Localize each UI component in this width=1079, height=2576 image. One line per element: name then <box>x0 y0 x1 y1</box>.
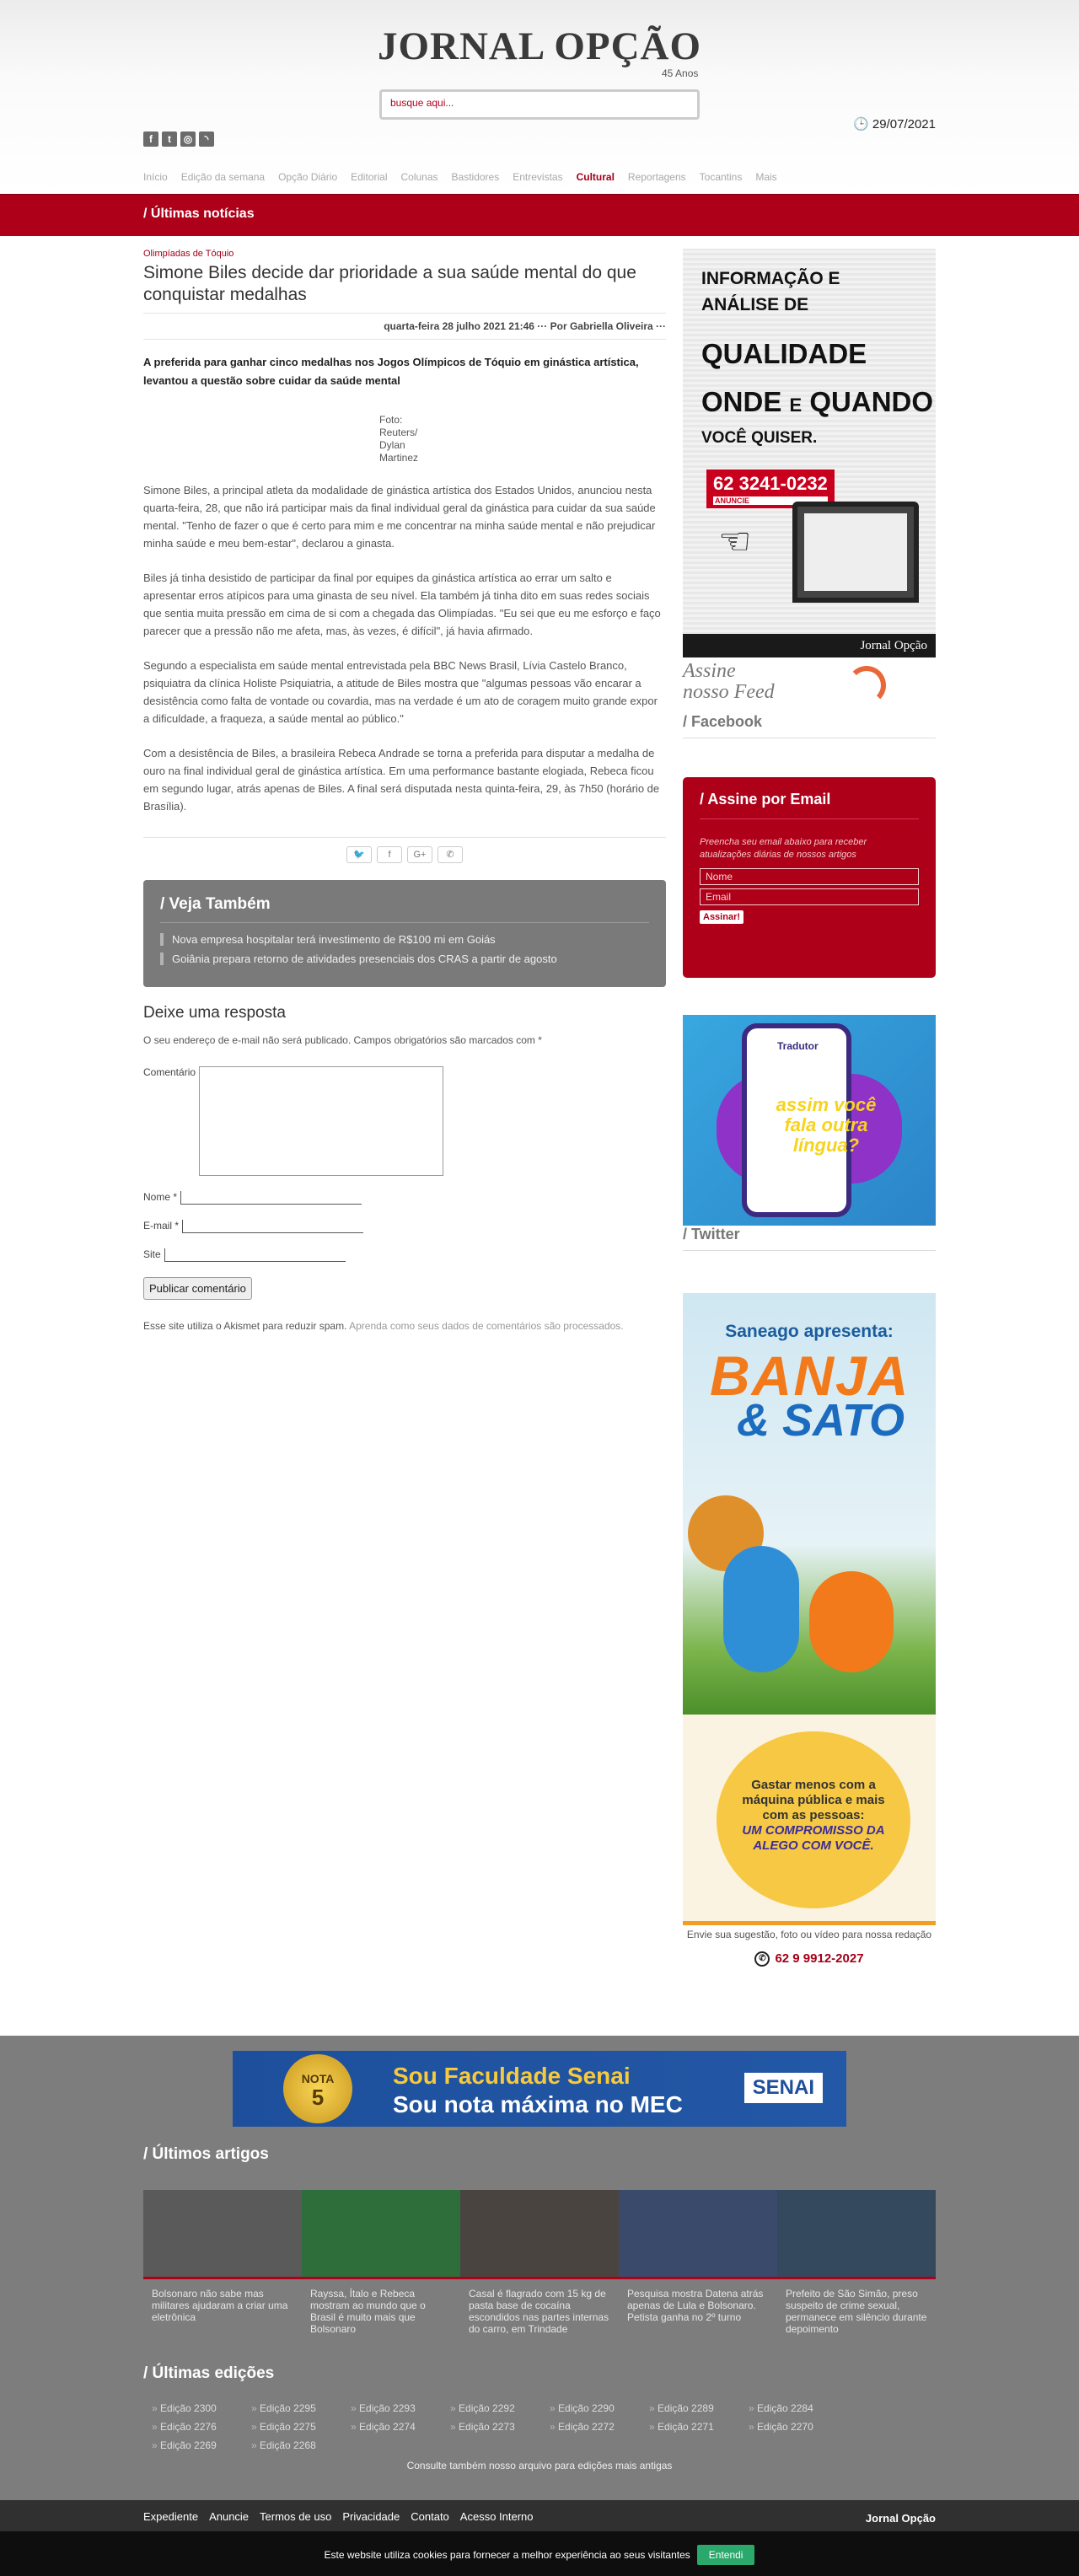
article-lead: A preferida para ganhar cinco medalhas nos Jogos Olímpicos de Tóquio em ginástica artística, levantou a questão sobre cuidar da saúde mental <box>143 356 639 387</box>
paragraph: Biles já tinha desistido de participar da final por equipes da ginástica artística ao errar um salto e apresentar erros atípicos para uma ginasta de seu nível. Ela também já tinha dito em suas redes sociais que sentia muita pressão em cima de si com a chegada das Olimpíadas. "Eu sei que eu me esforço e faço parecer que a pressão não me afeta, mas, às vezes, é difícil", já havia afirmado. <box>143 572 661 637</box>
archive-link[interactable]: Consulte também nosso arquivo para edições mais antigas <box>406 2460 673 2471</box>
edicao-link[interactable]: » Edição 2295 <box>251 2402 351 2414</box>
rss-icon <box>847 666 886 705</box>
edicao-link[interactable]: » Edição 2276 <box>152 2421 251 2433</box>
edicao-link[interactable]: » Edição 2274 <box>351 2421 450 2433</box>
article-card[interactable] <box>460 2190 619 2343</box>
email-input[interactable] <box>182 1220 363 1233</box>
comment-label: Comentário <box>143 1066 196 1078</box>
edicao-link[interactable]: » Edição 2271 <box>649 2421 749 2433</box>
article-caption: Prefeito de São Simão, preso suspeito de crime sexual, permanece em silêncio durante depoimento <box>786 2288 927 2335</box>
ad-tradutor[interactable]: Tradutor assim você fala outra língua? <box>683 1015 936 1226</box>
related-link[interactable]: Nova empresa hospitalar terá investimento de R$100 mi em Goiás <box>160 933 649 946</box>
edicao-link[interactable]: » Edição 2289 <box>649 2402 749 2414</box>
article-thumbnail <box>302 2190 460 2279</box>
name-label: Nome * <box>143 1191 178 1203</box>
nav-item[interactable]: Mais <box>755 171 777 183</box>
ultimas-edicoes-title: / Últimas edições <box>143 2364 275 2382</box>
rss-icon[interactable]: ◝ <box>199 131 214 147</box>
paragraph: Com a desistência de Biles, a brasileira Rebeca Andrade se torna a preferida para disputar a medalha de ouro na final individual geral de ginástica artística. Em uma performance bastante elogiada, Rebeca ficou em segundo lugar, atrás apenas de Biles. A final será disputada nesta quinta-feira, 29, às 7h50 (horário de Brasília). <box>143 747 660 813</box>
article-category[interactable]: Olimpíadas de Tóquio <box>143 249 234 259</box>
nav-item[interactable]: Colunas <box>400 171 438 183</box>
ad-saneago[interactable]: Saneago apresenta: BANJA & SATO <box>683 1293 936 1715</box>
article-thumbnail <box>460 2190 619 2279</box>
article-body <box>143 481 666 815</box>
article-card[interactable] <box>619 2190 777 2343</box>
facebook-icon[interactable]: f <box>143 131 158 147</box>
nav-item[interactable]: Editorial <box>351 171 388 183</box>
site-header <box>0 0 1079 194</box>
artigos-list <box>143 2190 936 2343</box>
footer-link[interactable]: Expediente <box>143 2510 199 2523</box>
edicao-link[interactable]: » Edição 2290 <box>550 2402 649 2414</box>
footer-link[interactable]: Acesso Interno <box>459 2510 534 2523</box>
article-card[interactable] <box>302 2190 460 2343</box>
accept-cookies-button[interactable]: Entendi <box>697 2545 755 2565</box>
twitter-icon[interactable]: 🐦 <box>346 846 372 863</box>
main-nav <box>143 171 791 183</box>
site-label: Site <box>143 1248 161 1260</box>
akismet-note: Esse site utiliza o Akismet para reduzir spam. Aprenda como seus dados de comentários são processados. <box>143 1320 624 1332</box>
article-meta: quarta-feira 28 julho 2021 21:46 ··· Por Gabriella Oliveira ··· <box>143 313 666 340</box>
whatsapp-icon: ✆ <box>754 1951 770 1967</box>
veja-tambem <box>143 880 666 987</box>
subscribe-email-input[interactable]: Email <box>700 888 919 905</box>
edicao-link[interactable]: » Edição 2284 <box>749 2402 848 2414</box>
rss-feed-link[interactable]: Assine nosso Feed <box>683 661 936 708</box>
nav-item[interactable]: Edição da semana <box>180 171 266 183</box>
edicao-link[interactable]: » Edição 2300 <box>152 2402 251 2414</box>
nav-item[interactable]: Reportagens <box>627 171 686 183</box>
sidebar <box>683 249 936 1967</box>
cookie-banner: Este website utiliza cookies para fornecer a melhor experiência ao seus visitantes Entendi <box>0 2531 1079 2576</box>
whatsapp-icon[interactable]: ✆ <box>438 846 463 863</box>
akismet-link[interactable]: Aprenda como seus dados de comentários são processados. <box>349 1320 624 1332</box>
site-input[interactable] <box>164 1248 346 1262</box>
paragraph: Simone Biles, a principal atleta da modalidade de ginástica artística dos Estados Unidos, anunciou nesta quarta-feira, 28, que não irá participar mais da final individual geral da ginástica para cuidar da sua saúde mental. "Tenho de fazer o que é certo para mim e me concentrar na minha saúde mental e não prejudicar minha saúde e meu bem-estar", declarou a ginasta. <box>143 484 656 550</box>
footer-link[interactable]: Termos de uso <box>260 2510 332 2523</box>
nav-item[interactable]: Tocantins <box>699 171 743 183</box>
article-caption: Bolsonaro não sabe mas militares ajudaram a criar uma eletrônica <box>152 2288 288 2323</box>
reply-title: Deixe uma resposta <box>143 1004 286 1022</box>
senai-logo: SENAI <box>744 2073 823 2103</box>
email-label: E-mail * <box>143 1220 180 1232</box>
footer-link[interactable]: Privacidade <box>342 2510 400 2523</box>
footer-brand: Jornal Opção <box>865 2512 936 2525</box>
article-caption: Casal é flagrado com 15 kg de pasta base de cocaína escondidos nas partes internas do carro, em Trindade <box>469 2288 609 2335</box>
facebook-icon[interactable]: f <box>377 846 402 863</box>
comment-form <box>143 1004 666 1334</box>
edicao-link[interactable]: » Edição 2292 <box>450 2402 550 2414</box>
edicao-link[interactable]: » Edição 2268 <box>251 2439 351 2451</box>
site-logo[interactable]: JORNAL OPÇÃO <box>377 24 702 68</box>
reply-note: O seu endereço de e-mail não será publicado. Campos obrigatórios são marcados com * <box>143 1034 542 1046</box>
edicao-link[interactable]: » Edição 2275 <box>251 2421 351 2433</box>
footer-link[interactable]: Anuncie <box>209 2510 250 2523</box>
twitter-title: / Twitter <box>683 1226 936 1251</box>
article-caption: Rayssa, Ítalo e Rebeca mostram ao mundo que o Brasil é muito mais que Bolsonaro <box>310 2288 426 2335</box>
social-links <box>143 131 214 147</box>
clock-icon: 🕒 <box>853 117 869 131</box>
submit-comment-button[interactable]: Publicar comentário <box>143 1277 252 1300</box>
veja-title: / Veja Também <box>160 895 649 923</box>
paragraph: Segundo a especialista em saúde mental entrevistada pela BBC News Brasil, Lívia Castelo Branco, psiquiatra da clínica Holiste Psiquiatria, a atitude de Biles mostra que "algumas pessoas vão encarar a desistência como falta de vontade ou covardia, mas na verdade é um ato de coragem muito grande expor a dificuldade, a fraqueza, a saúde mental ao público." <box>143 659 658 725</box>
edicao-link[interactable]: » Edição 2272 <box>550 2421 649 2433</box>
share-bar <box>143 837 666 863</box>
subscribe-name-input[interactable]: Nome <box>700 868 919 885</box>
facebook-title: / Facebook <box>683 713 936 738</box>
twitter-icon[interactable]: t <box>162 131 177 147</box>
edicao-link[interactable]: » Edição 2273 <box>450 2421 550 2433</box>
name-input[interactable] <box>180 1191 362 1205</box>
footer-link[interactable]: Contato <box>411 2510 449 2523</box>
pointing-hand-icon: ☜ <box>718 521 752 562</box>
subscribe-button[interactable]: Assinar! <box>700 910 743 924</box>
search-input[interactable]: busque aqui... <box>379 89 700 120</box>
nav-item[interactable]: Opção Diário <box>278 171 338 183</box>
mascot-image <box>723 1546 799 1672</box>
ad-alego[interactable]: Gastar menos com a máquina pública e mais com as pessoas: UM COMPROMISSO DA ALEGO COM VOCÊ. <box>683 1715 936 1925</box>
laptop-image <box>792 502 919 603</box>
nav-item[interactable]: Bastidores <box>451 171 500 183</box>
edicao-link[interactable]: » Edição 2293 <box>351 2402 450 2414</box>
section-bar <box>0 194 1079 236</box>
ad-senai[interactable]: NOTA 5 Sou Faculdade Senai Sou nota máxima no MEC SENAI <box>233 2051 846 2127</box>
article-thumbnail <box>143 2190 302 2279</box>
nav-item[interactable]: Cultural <box>576 171 615 183</box>
current-date: 🕒 29/07/2021 <box>853 117 936 131</box>
nav-item[interactable]: Início <box>143 171 168 183</box>
article-caption: Pesquisa mostra Datena atrás apenas de Lula e Bolsonaro. Petista ganha no 2º turno <box>627 2288 764 2323</box>
article-card[interactable] <box>777 2190 936 2343</box>
article-thumbnail <box>619 2190 777 2279</box>
photo-caption: Foto: Reuters/ Dylan Martinez <box>379 414 419 464</box>
mascot-image <box>809 1571 894 1672</box>
related-link[interactable]: Goiânia prepara retorno de atividades presenciais dos CRAS a partir de agosto <box>160 953 649 965</box>
section-title: / Últimas notícias <box>143 207 255 221</box>
googleplus-icon[interactable]: G+ <box>407 846 432 863</box>
email-subscribe: / Assine por Email Preencha seu email abaixo para receber atualizações diárias de nossos artigos Nome Email Assinar! <box>683 777 936 978</box>
suggestion-text: Envie sua sugestão, foto ou vídeo para nossa redação <box>686 1929 932 1940</box>
whatsapp-link[interactable]: ✆ 62 9 9912-2027 <box>683 1951 936 1967</box>
article-card[interactable] <box>143 2190 302 2343</box>
ad-phone: 62 3241-0232 ANUNCIE <box>706 470 835 508</box>
nav-item[interactable]: Entrevistas <box>513 171 563 183</box>
instagram-icon[interactable]: ◎ <box>180 131 196 147</box>
article-title: Simone Biles decide dar prioridade a sua saúde mental do que conquistar medalhas <box>143 263 636 304</box>
edicoes-list <box>152 2402 927 2458</box>
edicao-link[interactable]: » Edição 2269 <box>152 2439 251 2451</box>
article-thumbnail <box>777 2190 936 2279</box>
ad-jornal-opcao[interactable]: INFORMAÇÃO E ANÁLISE DE QUALIDADE ONDE E QUANDO VOCÊ QUISER. 62 3241-0232 ANUNCIE ☜ Jornal Opção <box>683 249 936 657</box>
logo-subtitle: 45 Anos <box>662 67 699 79</box>
ultimos-artigos-title: / Últimos artigos <box>143 2145 269 2163</box>
article <box>143 249 666 1334</box>
edicao-link[interactable]: » Edição 2270 <box>749 2421 848 2433</box>
footer-links <box>143 2510 545 2523</box>
comment-textarea[interactable] <box>199 1066 443 1176</box>
